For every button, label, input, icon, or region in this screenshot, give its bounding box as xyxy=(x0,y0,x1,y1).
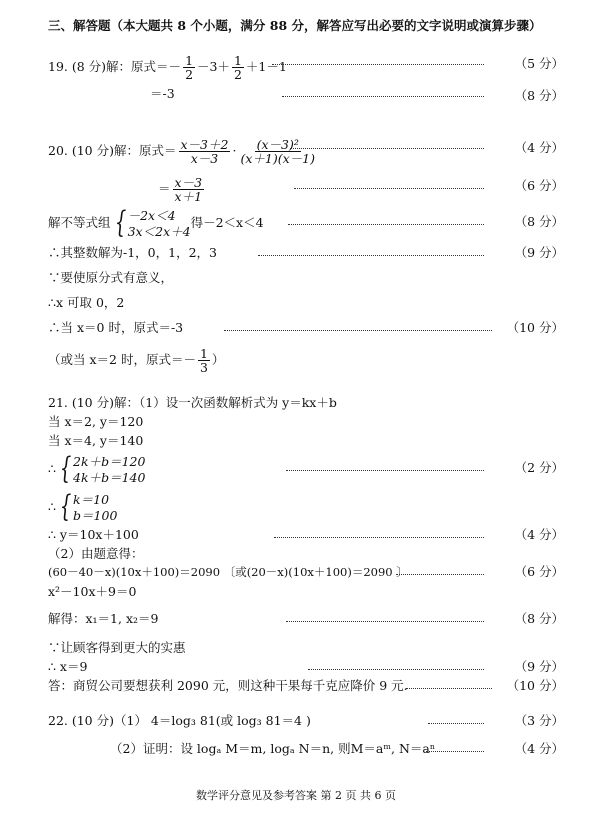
q21-therefore1: ∴ xyxy=(48,461,56,476)
q21-line12: ∴ x＝9 xyxy=(48,659,88,674)
q20-line2 xyxy=(158,172,206,206)
q20-frac2-den: (x＋1)(x－1) xyxy=(240,151,315,166)
q21-systemB-group xyxy=(56,488,118,524)
q20-eq: ＝ xyxy=(158,181,171,196)
q20-score2: （6 分） xyxy=(514,178,564,193)
q21-sysA1: 2k＋b＝120 xyxy=(73,453,146,469)
q21-systemA xyxy=(48,452,145,486)
q21-line6: ∴ y＝10x＋100 xyxy=(48,527,139,542)
q20-dots4 xyxy=(258,255,484,256)
q20-frac1-den: x－3 xyxy=(190,151,219,166)
q21-systemB xyxy=(48,490,117,524)
q20-frac4-den: 3 xyxy=(199,360,208,375)
q21-dots1 xyxy=(286,470,484,471)
q20-line3 xyxy=(48,206,264,240)
q20-ineq-post: 得－2＜x＜4 xyxy=(190,215,264,230)
q21-dots3 xyxy=(396,574,484,575)
q20-dots1 xyxy=(290,148,484,149)
q21-dots6 xyxy=(406,688,492,689)
q21-systemA-group xyxy=(56,450,146,486)
q20-ineq2: 3x＜2x＋4 xyxy=(127,223,191,239)
q21-line9: x²－10x＋9＝0 xyxy=(48,584,137,599)
q20-frac2-num: (x－3)² xyxy=(256,137,299,152)
q21-score6: （10 分） xyxy=(506,678,564,693)
q19-post: ＋1－1 xyxy=(245,59,287,74)
q20-line1 xyxy=(48,134,319,168)
q19-frac1-den: 2 xyxy=(185,67,194,82)
q21-line8: (60－40－x)(10x＋100)＝2090 〔或(20－x)(10x＋100)＝2090 〕 xyxy=(48,565,408,579)
q20-ineq1: －2x＜4 xyxy=(127,207,176,223)
q21-dots4 xyxy=(286,621,484,622)
q19-frac2-den: 2 xyxy=(233,67,242,82)
q19-label: 19. (8 分)解：原式＝ xyxy=(48,59,169,74)
q21-sysA2: 4k＋b＝140 xyxy=(73,469,146,485)
q20-ineq-pre: 解不等式组 xyxy=(48,215,111,230)
q20-frac4 xyxy=(198,347,210,374)
q19-mid: －3＋ xyxy=(197,59,230,74)
q20-dots5 xyxy=(224,330,492,331)
q21-dots2 xyxy=(274,537,484,538)
left-brace-icon: { xyxy=(114,204,126,240)
q21-sysB2: b＝100 xyxy=(73,507,118,523)
q21-line1: 21. (10 分)解：（1）设一次函数解析式为 y＝kx＋b xyxy=(48,395,337,410)
q19-frac2-num: 1 xyxy=(233,53,242,68)
q20-score5: （10 分） xyxy=(506,320,564,335)
q19-dots1 xyxy=(272,64,484,65)
q20-score3: （8 分） xyxy=(514,214,564,229)
q21-line3: 当 x＝4, y＝140 xyxy=(48,433,144,448)
q20-dots2 xyxy=(294,188,484,189)
q22-line1: 22. (10 分)（1） 4＝log₃ 81(或 log₃ 81＝4 ) xyxy=(48,713,311,728)
q19-line1 xyxy=(48,50,287,84)
q19-line2: ＝-3 xyxy=(150,86,175,101)
q19-frac1-num: 1 xyxy=(185,53,194,68)
q21-dots5 xyxy=(308,669,484,670)
q20-score1: （4 分） xyxy=(514,140,564,155)
q20-line8 xyxy=(48,343,224,377)
q19-score1: （5 分） xyxy=(514,56,564,71)
q20-frac3-den: x＋1 xyxy=(174,189,203,204)
q21-score2: （4 分） xyxy=(514,527,564,542)
q20-frac4-num: 1 xyxy=(199,346,208,361)
q19-score2: （8 分） xyxy=(514,88,564,103)
q20-line4: ∴其整数解为-1，0，1，2，3 xyxy=(48,245,217,260)
q20-l8-post: ） xyxy=(211,352,225,367)
q20-frac1 xyxy=(179,138,231,165)
q21-sysB1: k＝10 xyxy=(73,491,110,507)
q21-line13: 答：商贸公司要想获利 2090 元，则这种干果每千克应降价 9 元. xyxy=(48,678,408,693)
left-brace-icon: { xyxy=(59,450,72,486)
q22-line2: （2）证明：设 logₐ M＝m, logₐ N＝n, 则M＝aᵐ, N＝aⁿ xyxy=(110,741,436,756)
q20-dot: · xyxy=(232,143,237,158)
q20-label: 20. (10 分)解：原式＝ xyxy=(48,143,177,158)
q20-line6: ∴x 可取 0，2 xyxy=(48,295,125,310)
q20-line5: ∵要使原分式有意义， xyxy=(48,270,174,285)
q20-score4: （9 分） xyxy=(514,245,564,260)
section-header: 三、解答题（本大题共 8 个小题，满分 88 分，解答应写出必要的文字说明或演算步骤） xyxy=(48,18,542,33)
q21-line2: 当 x＝2, y＝120 xyxy=(48,414,144,429)
q21-score1: （2 分） xyxy=(514,460,564,475)
q21-score5: （9 分） xyxy=(514,659,564,674)
left-brace-icon: { xyxy=(59,488,72,524)
page-footer: 数学评分意见及参考答案 第 2 页 共 6 页 xyxy=(196,789,396,802)
q21-line11: ∵让顾客得到更大的实惠 xyxy=(48,640,186,655)
q20-ineq-system xyxy=(111,204,191,240)
q22-score1: （3 分） xyxy=(514,713,564,728)
q19-frac1 xyxy=(183,54,195,81)
q21-score3: （6 分） xyxy=(514,564,564,579)
q19-pre: － xyxy=(168,59,182,74)
q20-frac3-num: x－3 xyxy=(174,175,203,190)
q20-l8-pre: （或当 x＝2 时，原式＝－ xyxy=(48,352,196,367)
q22-dots2 xyxy=(426,751,484,752)
q21-score4: （8 分） xyxy=(514,611,564,626)
q21-line10: 解得：x₁＝1, x₂＝9 xyxy=(48,611,159,626)
q20-frac3 xyxy=(173,176,205,203)
q22-dots1 xyxy=(428,723,484,724)
q20-line7: ∴当 x＝0 时，原式＝-3 xyxy=(48,320,184,335)
q19-frac2 xyxy=(232,54,244,81)
q19-dots2 xyxy=(282,96,484,97)
q20-frac1-num: x－3＋2 xyxy=(180,137,229,152)
q21-line7: （2）由题意得： xyxy=(48,546,144,561)
q22-score2: （4 分） xyxy=(514,741,564,756)
q20-frac2 xyxy=(238,138,317,165)
q21-therefore2: ∴ xyxy=(48,499,56,514)
q20-dots3 xyxy=(288,224,484,225)
